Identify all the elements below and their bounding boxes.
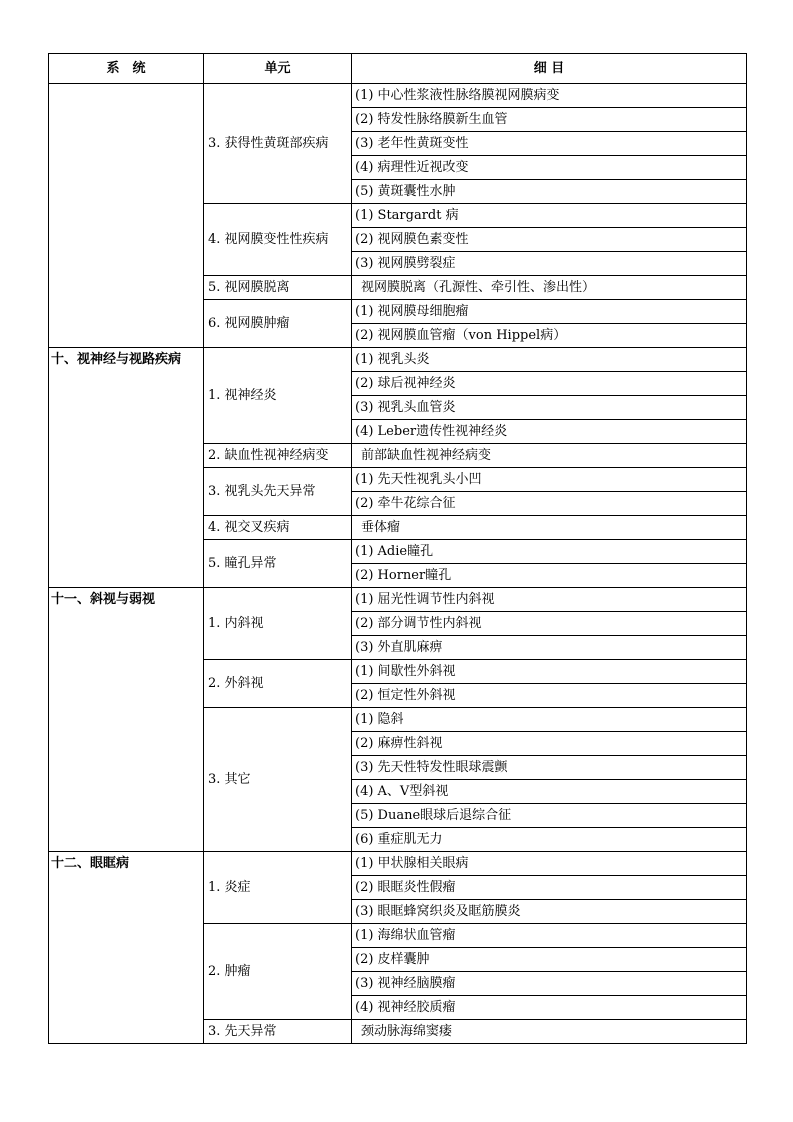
detail-cell: (2) 特发性脉络膜新生血管 — [352, 108, 747, 132]
detail-cell: (6) 重症肌无力 — [352, 828, 747, 852]
detail-cell: (3) 视乳头血管炎 — [352, 396, 747, 420]
detail-cell: (4) A、V型斜视 — [352, 780, 747, 804]
unit-cell: 1. 炎症 — [204, 852, 352, 924]
system-cell — [49, 84, 204, 348]
syllabus-table — [48, 53, 747, 1044]
detail-cell: 颈动脉海绵窦瘘 — [352, 1020, 747, 1044]
detail-cell: (3) 外直肌麻痹 — [352, 636, 747, 660]
unit-cell: 3. 获得性黄斑部疾病 — [204, 84, 352, 204]
detail-cell: (5) 黄斑囊性水肿 — [352, 180, 747, 204]
unit-cell: 2. 外斜视 — [204, 660, 352, 708]
detail-cell: (2) 视网膜血管瘤（von Hippel病） — [352, 324, 747, 348]
detail-cell: (1) 甲状腺相关眼病 — [352, 852, 747, 876]
header-unit: 单元 — [204, 54, 352, 84]
unit-cell: 1. 视神经炎 — [204, 348, 352, 444]
detail-cell: (2) 牵牛花综合征 — [352, 492, 747, 516]
detail-cell: (2) 皮样囊肿 — [352, 948, 747, 972]
detail-cell: (1) 视网膜母细胞瘤 — [352, 300, 747, 324]
detail-cell: (2) 麻痹性斜视 — [352, 732, 747, 756]
detail-cell: (3) 老年性黄斑变性 — [352, 132, 747, 156]
unit-cell: 3. 先天异常 — [204, 1020, 352, 1044]
detail-cell: (3) 先天性特发性眼球震颤 — [352, 756, 747, 780]
detail-cell: (1) 隐斜 — [352, 708, 747, 732]
unit-cell: 6. 视网膜肿瘤 — [204, 300, 352, 348]
system-cell: 十、视神经与视路疾病 — [49, 348, 204, 588]
detail-cell: (1) Stargardt 病 — [352, 204, 747, 228]
unit-cell: 4. 视网膜变性性疾病 — [204, 204, 352, 276]
unit-cell: 1. 内斜视 — [204, 588, 352, 660]
detail-cell: (2) 部分调节性内斜视 — [352, 612, 747, 636]
detail-cell: (2) 球后视神经炎 — [352, 372, 747, 396]
detail-cell: (3) 视网膜劈裂症 — [352, 252, 747, 276]
detail-cell: 前部缺血性视神经病变 — [352, 444, 747, 468]
system-cell: 十一、斜视与弱视 — [49, 588, 204, 852]
detail-cell: (1) Adie瞳孔 — [352, 540, 747, 564]
detail-cell: (3) 眼眶蜂窝织炎及眶筋膜炎 — [352, 900, 747, 924]
table-row — [49, 852, 747, 876]
detail-cell: (1) 视乳头炎 — [352, 348, 747, 372]
detail-cell: (5) Duane眼球后退综合征 — [352, 804, 747, 828]
detail-cell: (1) 屈光性调节性内斜视 — [352, 588, 747, 612]
detail-cell: 垂体瘤 — [352, 516, 747, 540]
detail-cell: 视网膜脱离（孔源性、牵引性、渗出性） — [352, 276, 747, 300]
unit-cell: 5. 视网膜脱离 — [204, 276, 352, 300]
detail-cell: (2) 恒定性外斜视 — [352, 684, 747, 708]
unit-cell: 3. 其它 — [204, 708, 352, 852]
detail-cell: (2) 视网膜色素变性 — [352, 228, 747, 252]
header-system: 系 统 — [49, 54, 204, 84]
header-row — [49, 54, 747, 84]
header-detail: 细 目 — [352, 54, 747, 84]
table-row — [49, 84, 747, 108]
table-row — [49, 348, 747, 372]
detail-cell: (1) 海绵状血管瘤 — [352, 924, 747, 948]
detail-cell: (4) 视神经胶质瘤 — [352, 996, 747, 1020]
unit-cell: 2. 肿瘤 — [204, 924, 352, 1020]
unit-cell: 3. 视乳头先天异常 — [204, 468, 352, 516]
unit-cell: 2. 缺血性视神经病变 — [204, 444, 352, 468]
detail-cell: (4) 病理性近视改变 — [352, 156, 747, 180]
detail-cell: (1) 先天性视乳头小凹 — [352, 468, 747, 492]
detail-cell: (2) Horner瞳孔 — [352, 564, 747, 588]
detail-cell: (3) 视神经脑膜瘤 — [352, 972, 747, 996]
unit-cell: 5. 瞳孔异常 — [204, 540, 352, 588]
detail-cell: (4) Leber遗传性视神经炎 — [352, 420, 747, 444]
unit-cell: 4. 视交叉疾病 — [204, 516, 352, 540]
system-cell: 十二、眼眶病 — [49, 852, 204, 1044]
detail-cell: (1) 间歇性外斜视 — [352, 660, 747, 684]
detail-cell: (1) 中心性浆液性脉络膜视网膜病变 — [352, 84, 747, 108]
detail-cell: (2) 眼眶炎性假瘤 — [352, 876, 747, 900]
table-row — [49, 588, 747, 612]
